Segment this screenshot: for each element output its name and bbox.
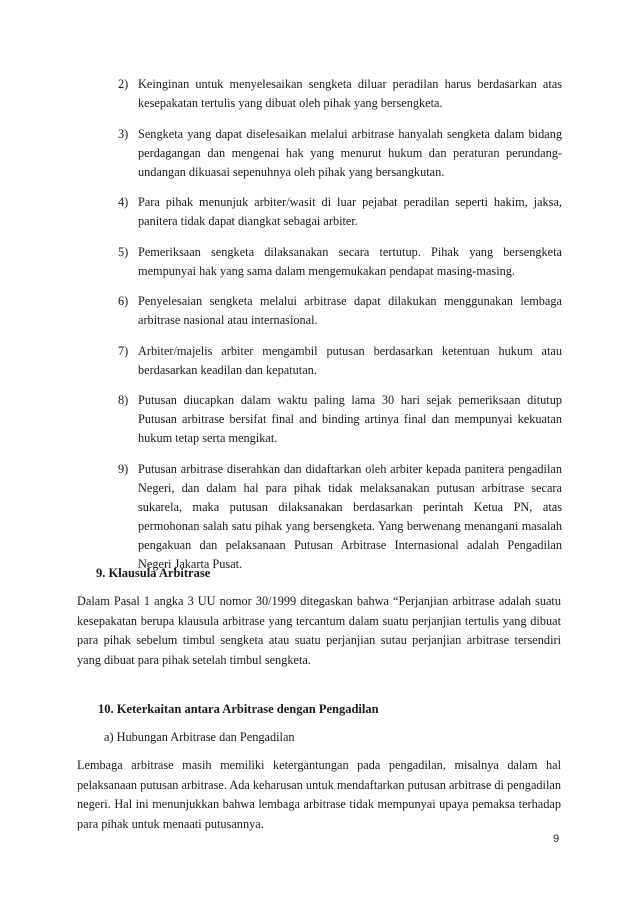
list-item bbox=[118, 292, 562, 330]
numbered-list bbox=[118, 75, 562, 585]
list-marker: 8) bbox=[118, 393, 129, 407]
list-marker: 9) bbox=[118, 461, 129, 476]
list-item-text: Arbiter/majelis arbiter mengambil putusan berdasarkan ketentuan hukum atau berdasarkan keadilan dan kepatutan. bbox=[138, 343, 562, 377]
section-9-paragraph: Dalam Pasal 1 angka 3 UU nomor 30/1999 ditegaskan bahwa “Perjanjian arbitrase adalah suatu kesepakatan berupa klausula arbitrase yang tercantum dalam suatu perjanjian tertulis yang dibuat para pihak sebelum timbul sengketa atau suatu perjanjian sutau perjanjian arbitrase tersendiri yang dibuat para pihak setelah timbul sengketa. bbox=[77, 594, 561, 667]
list-item bbox=[118, 75, 562, 113]
list-item-text: Putusan diucapkan dalam waktu paling lama 30 hari sejak pemeriksaan ditutup Putusan arbitrase bersifat final and binding artinya final dan mempunyai kekuatan hukum tetap serta mengikat. bbox=[138, 393, 562, 445]
section-10-heading: 10. Keterkaitan antara Arbitrase dengan Pengadilan bbox=[98, 702, 379, 716]
list-item-text: Para pihak menunjuk arbiter/wasit di luar pejabat peradilan seperti hakim, jaksa, panitera tidak dapat diangkat sebagai arbiter. bbox=[138, 195, 562, 228]
list-item-text: Sengketa yang dapat diselesaikan melalui arbitrase hanyalah sengketa dalam bidang perdagangan dan mengenai hak yang menurut hukum dan peraturan perundang-undangan dikuasai sepenuhnya oleh pihak yang bersangkutan. bbox=[138, 126, 562, 179]
list-item bbox=[118, 342, 562, 380]
list-marker: 2) bbox=[118, 77, 129, 91]
list-marker: 3) bbox=[118, 126, 129, 141]
list-item bbox=[118, 193, 562, 231]
section-10-paragraph: Lembaga arbitrase masih memiliki ketergantungan pada pengadilan, misalnya dalam hal pelaksanaan putusan arbitrase. Ada keharusan untuk mendaftarkan putusan arbitrase di pengadilan negeri. Hal ini menunjukkan bahwa lembaga arbitrase tidak mempunyai upaya pemaksa terhadap para pihak untuk menaati putusannya. bbox=[77, 758, 561, 831]
list-item-text: Penyelesaian sengketa melalui arbitrase dapat dilakukan menggunakan lembaga arbitrase nasional atau internasional. bbox=[138, 294, 562, 327]
list-item bbox=[118, 460, 562, 574]
list-item-text: Keinginan untuk menyelesaikan sengketa diluar peradilan harus berdasarkan atas kesepakatan tertulis yang dibuat oleh pihak yang bersengketa. bbox=[138, 77, 562, 110]
section-10-subheading: a) Hubungan Arbitrase dan Pengadilan bbox=[104, 730, 295, 744]
list-marker: 5) bbox=[118, 244, 129, 259]
list-item-text: Putusan arbitrase diserahkan dan didaftarkan oleh arbiter kepada panitera pengadilan Negeri, dan dalam hal para pihak tidak melaksanakan putusan arbitrase secara sukarela, maka putusan dilaksanakan berdasarkan perintah Ketua PN, atas permohonan salah satu pihak yang bersengketa. Yang berwenang menangani masalah pengakuan dan pelaksanaan Putusan Arbitrase Internasional adalah Pengadilan Negeri Jakarta Pusat. bbox=[138, 461, 562, 571]
section-9-heading: 9. Klausula Arbitrase bbox=[96, 566, 211, 580]
list-item-text: Pemeriksaan sengketa dilaksanakan secara tertutup. Pihak yang bersengketa mempunyai hak yang sama dalam mengemukakan pendapat masing-masing. bbox=[138, 244, 562, 278]
list-marker: 4) bbox=[118, 195, 129, 209]
page-number: 9 bbox=[553, 833, 560, 845]
list-marker: 7) bbox=[118, 343, 129, 358]
list-item bbox=[118, 243, 562, 281]
list-marker: 6) bbox=[118, 294, 129, 308]
list-item bbox=[118, 391, 562, 448]
list-item bbox=[118, 125, 562, 182]
